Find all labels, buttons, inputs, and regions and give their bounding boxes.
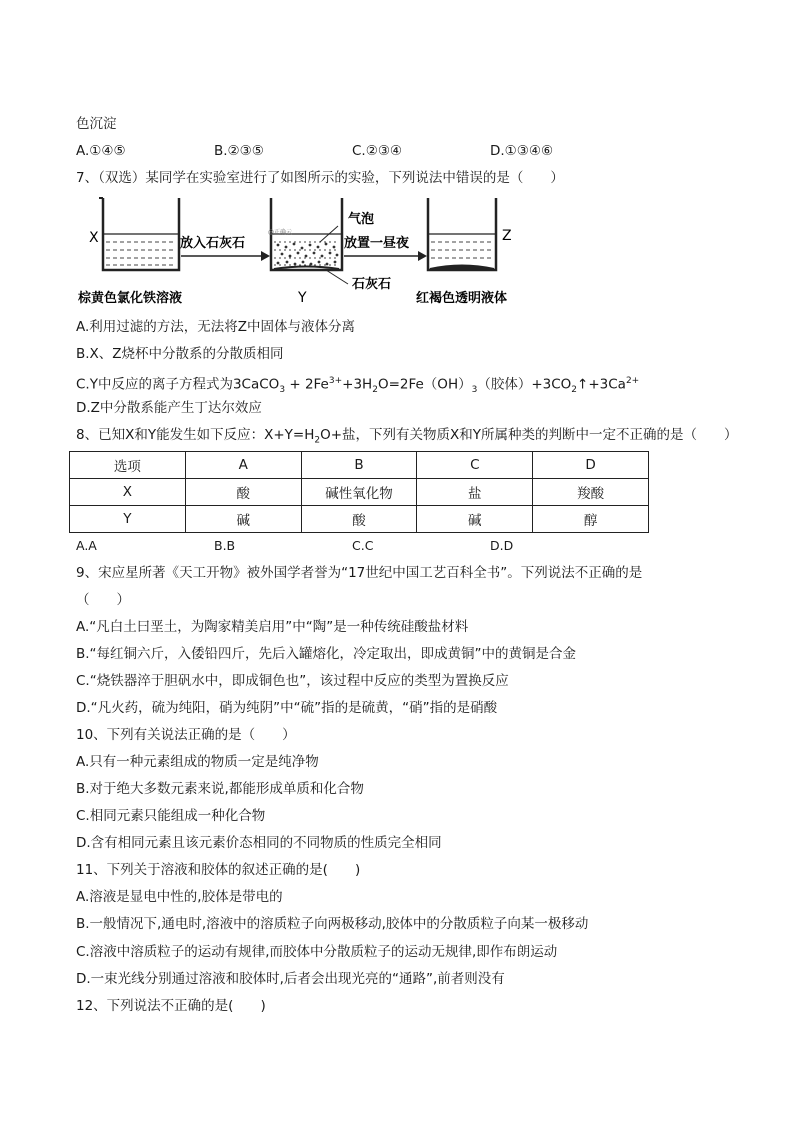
table-header-row: 选项 A B C D bbox=[70, 452, 649, 479]
q10-option-d: D.含有相同元素且该元素价态相同的不同物质的性质完全相同 bbox=[76, 835, 442, 851]
q11-stem: 11、下列关于溶液和胶体的叙述正确的是( ) bbox=[76, 862, 361, 878]
q9-option-a: A.“凡白土曰垩土，为陶家精美启用”中“陶”是一种传统硅酸盐材料 bbox=[76, 619, 469, 635]
bubbles-label: 气泡 bbox=[348, 212, 375, 227]
arrow-1-label: 放入石灰石 bbox=[180, 236, 246, 251]
q8-stem: 8、已知X和Y能发生如下反应：$X+Y=H_2O+$盐，下列有关物质X和Y所属种类的判断中一定不正确的是（ ） bbox=[76, 427, 738, 446]
q8-option-d: D.D bbox=[490, 538, 514, 553]
beaker-x bbox=[99, 198, 179, 270]
q8-table bbox=[69, 451, 649, 533]
q9-option-c: C.“烧铁器淬于胆矾水中，即成铜色也”，该过程中反应的类型为置换反应 bbox=[76, 673, 509, 689]
beaker-z bbox=[428, 198, 496, 270]
q10-option-a: A.只有一种元素组成的物质一定是纯净物 bbox=[76, 754, 319, 770]
q6-tail: 色沉淀 bbox=[76, 116, 117, 132]
q9-paren: （ ） bbox=[76, 592, 130, 608]
q8-options bbox=[76, 538, 636, 553]
q10-option-c: C.相同元素只能组成一种化合物 bbox=[76, 808, 266, 824]
table-row-y: Y 碱 酸 碱 醇 bbox=[70, 506, 649, 533]
q6-options bbox=[76, 143, 636, 159]
q7-option-b: B.X、Z烧杯中分散系的分散质相同 bbox=[76, 346, 284, 362]
q11-option-a: A.溶液是显电中性的,胶体是带电的 bbox=[76, 889, 283, 905]
experiment-figure bbox=[76, 190, 536, 310]
q6-option-d: D.①③④⑥ bbox=[490, 143, 554, 159]
q10-option-b: B.对于绝大多数元素来说,都能形成单质和化合物 bbox=[76, 781, 364, 797]
q6-option-c: C.②③④ bbox=[352, 143, 403, 159]
q6-option-b: B.②③⑤ bbox=[214, 143, 264, 159]
watermark: @正确云 bbox=[268, 229, 293, 236]
arrow-2 bbox=[344, 251, 427, 261]
q8-option-b: B.B bbox=[214, 538, 236, 553]
q12-stem: 12、下列说法不正确的是( ) bbox=[76, 998, 266, 1014]
table-row-x: X 酸 碱性氧化物 盐 羧酸 bbox=[70, 479, 649, 506]
q6-option-a: A.①④⑤ bbox=[76, 143, 126, 159]
q7-stem: 7、（双选）某同学在实验室进行了如图所示的实验，下列说法中错误的是（ ） bbox=[76, 170, 564, 186]
label-x: X bbox=[89, 230, 99, 246]
q8-option-a: A.A bbox=[76, 538, 97, 553]
q9-option-b: B.“每红铜六斤，入倭铅四斤，先后入罐熔化，冷定取出，即成黄铜”中的黄铜是合金 bbox=[76, 646, 577, 662]
label-y: Y bbox=[298, 290, 307, 306]
q11-option-c: C.溶液中溶质粒子的运动有规律,而胶体中分散质粒子的运动无规律,即作布朗运动 bbox=[76, 944, 558, 960]
q11-option-d: D.一束光线分别通过溶液和胶体时,后者会出现光亮的“通路”,前者则没有 bbox=[76, 971, 505, 987]
right-caption: 红褐色透明液体 bbox=[416, 291, 508, 306]
q11-option-b: B.一般情况下,通电时,溶液中的溶质粒子向两极移动,胶体中的分散质粒子向某一极移动 bbox=[76, 916, 589, 932]
arrow-1 bbox=[181, 251, 270, 261]
label-z: Z bbox=[502, 228, 512, 244]
q7-option-a: A.利用过滤的方法，无法将Z中固体与液体分离 bbox=[76, 319, 356, 335]
q7-option-c: C.Y中反应的离子方程式为3CaCO$_3$ + $2Fe^{3+}+3H_2O=2Fe(OH)_3$（胶体）$+3CO_2↑+3Ca^{2+}$ bbox=[76, 376, 640, 396]
limestone-label: 石灰石 bbox=[352, 277, 392, 292]
left-caption: 棕黄色氯化铁溶液 bbox=[78, 291, 183, 306]
q8-option-c: C.C bbox=[352, 538, 374, 553]
q9-option-d: D.“凡火药，硫为纯阳，硝为纯阴”中“硫”指的是硫黄，“硝”指的是硝酸 bbox=[76, 700, 498, 716]
q10-stem: 10、下列有关说法正确的是（ ） bbox=[76, 727, 296, 743]
q9-stem: 9、宋应星所著《天工开物》被外国学者誉为“17世纪中国工艺百科全书”。下列说法不正确的是 bbox=[76, 565, 643, 581]
arrow-2-label: 放置一昼夜 bbox=[344, 236, 410, 251]
q7-option-d: D.Z中分散系能产生丁达尔效应 bbox=[76, 400, 262, 416]
